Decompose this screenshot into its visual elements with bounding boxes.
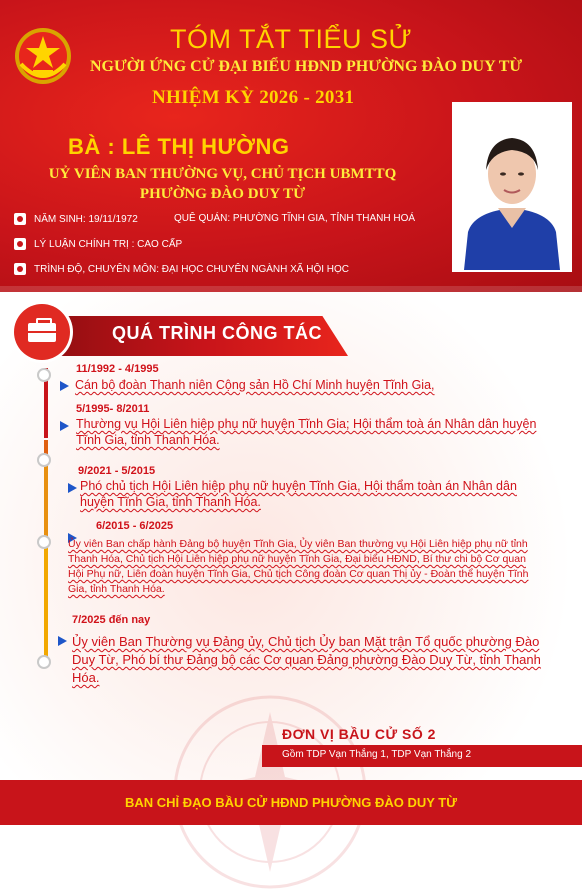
education-info — [14, 263, 349, 275]
timeline-desc: Cán bộ đoàn Thanh niên Cộng sản Hồ Chí Minh huyện Tĩnh Gia, — [75, 378, 435, 392]
politics-info — [14, 238, 182, 250]
footer-text: BAN CHỈ ĐẠO BẦU CỬ HĐND PHƯỜNG ĐÀO DUY TỪ — [124, 795, 458, 810]
page-title: TÓM TẮT TIỂU SỬ — [169, 24, 413, 54]
header-banner — [0, 0, 582, 292]
candidate-role — [0, 164, 445, 204]
calendar-icon — [14, 213, 26, 225]
arrow-right-icon — [58, 636, 67, 646]
timeline-dot — [37, 453, 51, 467]
timeline-period: 5/1995- 8/2011 — [76, 403, 150, 415]
timeline-period: 11/1992 - 4/1995 — [76, 363, 159, 375]
unit-title: ĐƠN VỊ BẦU CỬ SỐ 2 — [282, 726, 436, 742]
page-subtitle: NGƯỜI ỨNG CỬ ĐẠI BIỂU HĐND PHƯỜNG ĐÀO DUY TỪ — [90, 58, 523, 75]
timeline-line-3 — [44, 460, 48, 540]
role-line-2: PHƯỜNG ĐÀO DUY TỪ — [139, 186, 306, 202]
timeline-period: 6/2015 - 6/2025 — [96, 520, 174, 532]
candidate-photo — [452, 102, 572, 272]
footer-banner — [0, 780, 582, 825]
shield-icon — [14, 238, 26, 250]
education-icon — [14, 263, 26, 275]
arrow-right-icon — [68, 483, 77, 493]
hometown-text: QUÊ QUÁN: PHƯỜNG TĨNH GIA, TỈNH THANH HOÁ — [174, 213, 416, 224]
timeline-desc: Ủy viên Ban chấp hành Đảng bộ huyện Tĩnh Gia, Ủy viên Ban thường vụ Hội Liên hiệp phụ nữ tỉnh Thanh Hóa, Chủ tịch Hội Liên hiệp phụ nữ huyện Tĩnh Gia, Đại biểu HĐND, Bí thư chi bộ Cơ quan Hội Phụ nữ, Liên đoàn huyện Tĩnh Gia, Chủ tịch Công đoàn Cơ quan Thị ủy - Đoàn thể huyện Tĩnh Gia, tỉnh Thanh Hóa. — [68, 538, 529, 595]
timeline-desc: Phó chủ tịch Hội Liên hiệp phụ nữ huyện Tĩnh Gia, Hội thẩm toàn án Nhân dân huyện Tĩnh Gia, tỉnh Thanh Hóa. — [80, 479, 517, 509]
timeline-dot — [37, 655, 51, 669]
hometown-info — [174, 213, 415, 224]
briefcase-icon — [14, 304, 70, 360]
timeline-dot — [37, 368, 51, 382]
timeline-period: 9/2021 - 5/2015 — [78, 465, 156, 477]
arrow-right-icon — [60, 381, 69, 391]
timeline-desc: Thường vụ Hội Liên hiệp phụ nữ huyện Tĩnh Gia; Hội thẩm toà án Nhân dân huyện Tĩnh Gia, tỉnh Thanh Hóa. — [76, 417, 537, 447]
timeline-period: 7/2025 đến nay — [72, 614, 151, 626]
timeline-line-4 — [44, 540, 48, 660]
role-line-1: UỶ VIÊN BAN THƯỜNG VỤ, CHỦ TỊCH UBMTTQ — [48, 166, 397, 182]
politics-text: LÝ LUẬN CHÍNH TRỊ : CAO CẤP — [34, 238, 183, 250]
term-label: NHIỆM KỲ 2026 - 2031 — [152, 87, 355, 108]
education-text: TRÌNH ĐỘ, CHUYÊN MÔN: ĐẠI HỌC CHUYÊN NGÀNH XÃ HỘI HỌC — [34, 263, 350, 275]
timeline-dot — [37, 535, 51, 549]
arrow-right-icon — [60, 421, 69, 431]
birth-info — [14, 213, 138, 225]
birth-text: NĂM SINH: 19/11/1972 — [34, 213, 138, 225]
candidate-name: BÀ : LÊ THỊ HƯỜNG — [68, 134, 290, 159]
unit-subtitle: Gồm TDP Vạn Thắng 1, TDP Vạn Thắng 2 — [282, 749, 472, 760]
timeline-desc: Ủy viên Ban Thường vụ Đảng ủy, Chủ tịch Ủy ban Mặt trận Tổ quốc phường Đào Duy Từ, Phó bí thư Đảng bộ các Cơ quan Đảng phường Đào Duy Từ, tỉnh Thanh Hóa. — [72, 634, 541, 685]
section-title: QUÁ TRÌNH CÔNG TÁC — [112, 323, 322, 343]
